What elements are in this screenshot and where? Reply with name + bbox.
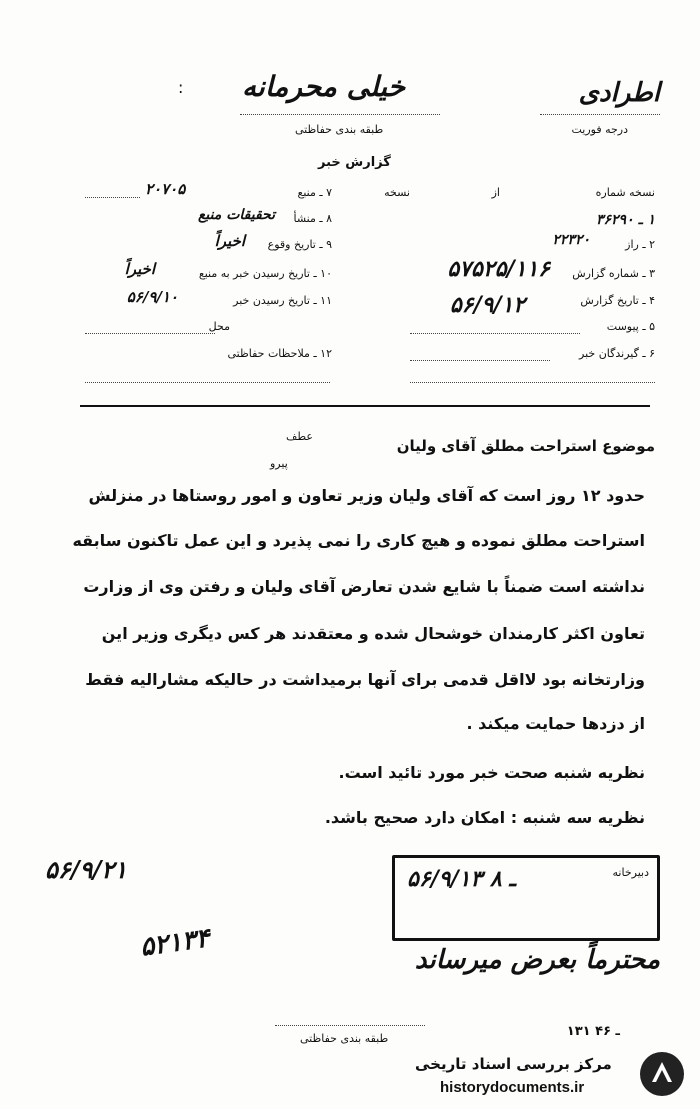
dot-mark: : [178, 78, 184, 97]
separator-rule [80, 405, 650, 407]
field-8-label: ۸ ـ منشأ [293, 212, 332, 225]
handwritten-number: ۵۲۱۳۴ [138, 923, 212, 963]
field-10-label: ۱۰ ـ تاریخ رسیدن خبر به منبع [198, 267, 332, 280]
form-code: ۱۳۱ ـ ۴۶ [566, 1024, 620, 1039]
copy-number-suffix: نسخه [384, 186, 410, 199]
field-12-label: ۱۲ ـ ملاحظات حفاظتی [227, 347, 332, 360]
field-7-line [85, 197, 140, 198]
body-line-5: وزارتخانه بود لااقل قدمی برای آنها برمیداشت در حالیکه مشارالیه فقط [85, 670, 645, 689]
field-2-label: ۲ ـ راز [625, 238, 655, 251]
field-6-label: ۶ ـ گیرندگان خبر [579, 347, 655, 360]
field-8-value: تحقیقات منبع [197, 207, 275, 223]
field-9-label: ۹ ـ تاریخ وقوع [267, 238, 332, 251]
watermark-url: historydocuments.ir [440, 1079, 585, 1096]
field-1: ۱ ـ ۳۶۲۹۰ [596, 212, 655, 228]
stamp-date: ۵۶/۹/۱۳ ـ ۸ [407, 866, 516, 892]
field-9-value: اخیراً [214, 232, 245, 250]
body-line-3: نداشته است ضمناً با شایع شدن تعارض آقای ولیان و رفتن وی از وزارت [83, 577, 645, 596]
field-11-label: ۱۱ ـ تاریخ رسیدن خبر [233, 294, 332, 307]
copy-number-label: نسخه شماره [595, 186, 655, 199]
field-7-label: ۷ ـ منبع [297, 186, 332, 199]
field-3-label: ۳ ـ شماره گزارش [572, 267, 655, 280]
office-stamp [392, 855, 660, 941]
field-6-line [410, 360, 550, 361]
urgency-line [540, 114, 660, 115]
field-10-value: اخیراً [124, 260, 155, 278]
field-5-line [410, 333, 580, 334]
atf-label: عطف [286, 430, 313, 443]
field-2-value: ۲۲۳۲۰ [552, 232, 590, 248]
body-line-2: استراحت مطلق نموده و هیچ کاری را نمی پذیرد و این عمل تاکنون سابقه [72, 531, 645, 550]
field-12-line [85, 382, 330, 383]
field-5-label: ۵ ـ پیوست [606, 320, 655, 333]
classification-label: طبقه بندی حفاظتی [295, 123, 384, 136]
peyro-label: پیرو [270, 457, 288, 470]
copy-number-of: از [491, 186, 500, 199]
field-4-value: ۵۶/۹/۱۲ [449, 292, 525, 318]
footer-line [275, 1025, 425, 1026]
field-11-value: ۵۶/۹/۱۰ [126, 288, 178, 306]
watermark-org: مرکز بررسی اسناد تاریخی [415, 1055, 612, 1073]
watermark-logo-icon [640, 1052, 684, 1096]
report-title: گزارش خبر [318, 155, 391, 170]
urgency-label: درجه فوریت [571, 123, 628, 136]
field-place-label: محل [208, 320, 230, 333]
subject-line: موضوع استراحت مطلق آقای ولیان [396, 437, 655, 455]
field-4-label: ۴ ـ تاریخ گزارش [580, 294, 655, 307]
handwritten-date: ۵۶/۹/۲۱ [45, 855, 127, 884]
body-line-1: حدود ۱۲ روز است که آقای ولیان وزیر تعاون و امور روستاها در منزلش [88, 486, 645, 505]
urgency-value: اطرادی [578, 78, 660, 108]
field-7-value: ۲۰۷۰۵ [145, 180, 186, 198]
field-6-line2 [410, 382, 655, 383]
field-place-line [85, 333, 215, 334]
classification-value: خیلی محرمانه [242, 70, 405, 103]
footer-classification-label: طبقه بندی حفاظتی [300, 1032, 389, 1045]
stamp-small-text: دبیرخانه [612, 866, 649, 879]
field-3-value: ۵۷۵۲۵/۱۱۶ [447, 256, 550, 282]
opinion-1: نظریه شنبه صحت خبر مورد تائید است. [338, 763, 645, 782]
body-line-6: از دزدها حمایت میکند . [466, 714, 645, 733]
classification-line [240, 114, 440, 115]
opinion-2: نظریه سه شنبه : امکان دارد صحیح باشد. [324, 808, 645, 827]
handwritten-footer-note: محترماً بعرض میرساند [414, 945, 660, 975]
body-line-4: تعاون اکثر کارمندان خوشحال شده و معتقدند هر کس دیگری وزیر این [101, 624, 645, 643]
